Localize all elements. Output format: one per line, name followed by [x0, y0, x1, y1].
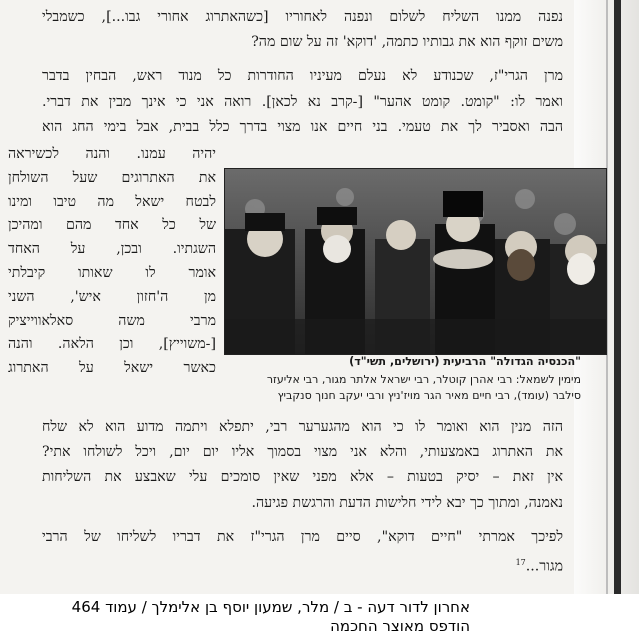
footer-citation: אחרון לדור דעה - ב / מלר, שמעון יוסף בן אלימלך / עמוד 464: [71, 598, 470, 616]
column-line: אומר לו שאותו קיבלתי: [8, 264, 216, 281]
column-line: מרבי משה סאלאווייציק: [8, 312, 216, 329]
photo-caption-line-1: מימין לשמאל: רבי אהרן קוטלר, רבי ישראל אלתר מגור, רבי אליעזר: [266, 373, 581, 386]
text-line-6: הזה מנין הוא ואומר לו כי הוא מהגערער רבי, יתפלא ויתמה מדוע הוא לא שלח: [42, 419, 563, 435]
text-line-7: את האתרוג באמצעותי, והלא אני מצוי בסמוך אליו יום יום, ויכל לשולחו אתי?: [42, 444, 563, 460]
column-line: [-משוייץ], וכן הלאה. והנה: [8, 336, 216, 353]
text-line-1: נפנה ממנו השליח לשלום ונפנה לאחוריו [כשהאתרוג אחורי גבו...], כשמבלי: [42, 9, 563, 25]
text-line-5: הבה ואסביר לך את טעמי. בני חיים אנו מצוי בדרך כלל בבית, אבל בימי החג הוא: [42, 119, 563, 135]
column-line: השגתיו. ובכן, על האחד: [8, 241, 216, 258]
column-line: מן ה'חזון איש', השני: [8, 288, 216, 305]
text-line-4: ואמר לו: "קומט. קומט אהער" [-קרב נא לכאן]. רואה אני כי אינך מבין את דברי.: [42, 94, 563, 110]
binding-edge: [614, 0, 621, 594]
photograph-image: [225, 169, 606, 354]
column-line: יהיה עמנו. והנה לכשיראה: [8, 146, 216, 162]
side-column: [8, 143, 216, 381]
text-line-2: משים זוקף הוא את גבותיו כתמה, 'דוקא' זה על שום מה?: [251, 34, 563, 50]
column-line: כאשר ישאל על האתרוג: [8, 360, 216, 377]
text-line-3: מרן הגרי"ז, שכנודע לא נעלם מעיניו החודרות כל מנוד ראש, הבחין בדבר: [42, 68, 563, 84]
historical-photograph: [224, 168, 607, 355]
text-line-11: [516, 554, 563, 576]
source-footer: [0, 596, 639, 637]
text-line-10: לפיכך אמרתי "חיים דוקא", סיים מרן הגרי"ז את דבריו לשליחו של הרבי: [42, 529, 563, 545]
column-line: את האתרוגים שעל השולחן: [8, 169, 216, 186]
text-line-11-body: מגור...: [525, 558, 563, 575]
text-line-9: נאמנה, ומתוך כך יבא לידי חלישות הדעת והרגשת פגיעה.: [251, 495, 563, 511]
footer-printed-from: הודפס מאוצר החכמה: [330, 617, 470, 635]
column-line: לבטח ישאל מה טיבו ומינו: [8, 193, 216, 210]
column-line: של כל אחד מהם ומהיכן: [8, 217, 216, 234]
photo-caption-line-2: סילבר (עומד), רבי חיים מאיר הגר מויז'ניץ ורבי יעקב חנוך סנקביץ: [277, 389, 581, 402]
photo-caption-title: "הכנסיה הגדולה" הרביעית (ירושלים, תשי"ד): [349, 355, 581, 368]
text-line-8: אין זאת – יסיק בטעות – אלא מפני שאין סומכים עלי שאבצע את השליחות: [42, 469, 563, 485]
footnote-reference: 17: [515, 558, 526, 567]
